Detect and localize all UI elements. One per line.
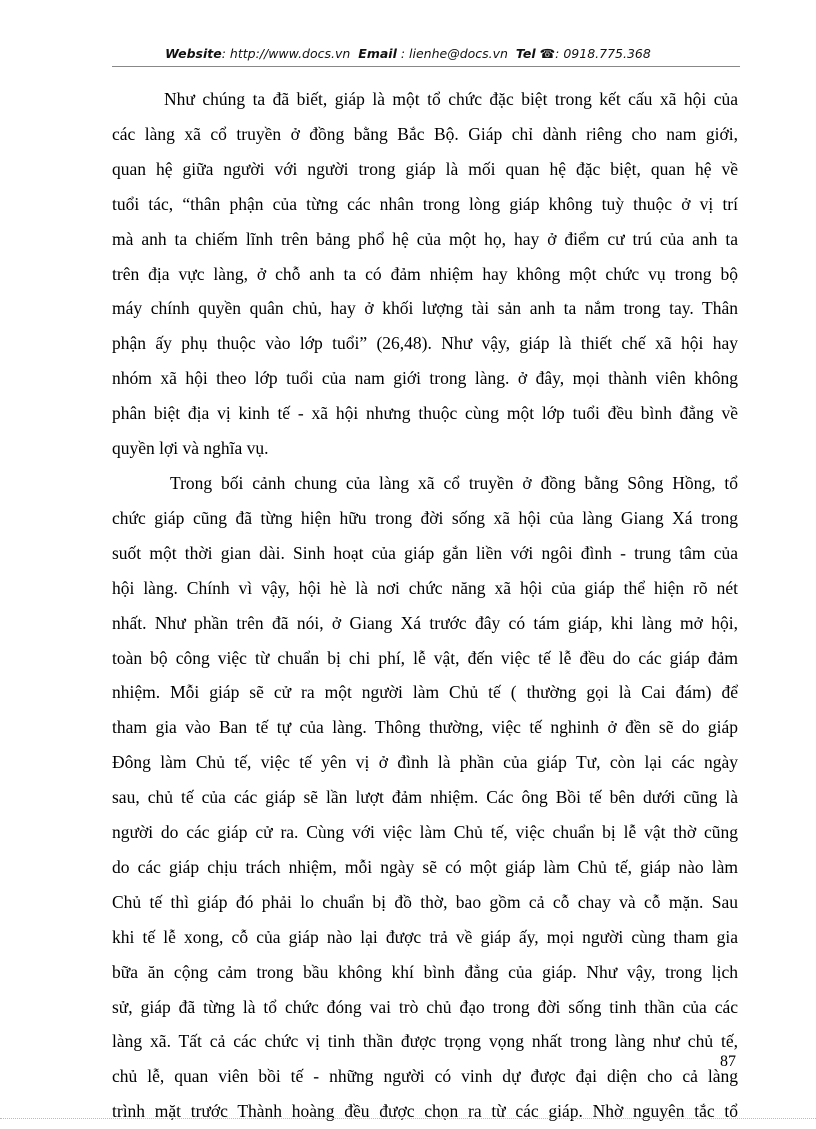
page-header [0, 46, 816, 61]
text-line: nhóm xã hội theo lớp tuổi của nam giới trong làng. ở đây, mọi thành viên không [112, 368, 738, 389]
email-label: Email [358, 46, 397, 61]
website-value: : http://www.docs.vn [221, 46, 351, 61]
tel-value: : 0918.775.368 [555, 46, 651, 61]
text-line: trên địa vực làng, ở chỗ anh ta có đảm nhiệm hay không một chức vụ trong bộ [112, 263, 738, 284]
text-line: Như chúng ta đã biết, giáp là một tổ chức đặc biệt trong kết cấu xã hội của [164, 89, 738, 109]
tel-label: Tel [515, 46, 536, 61]
text-line: hội làng. Chính vì vậy, hội hè là nơi chức năng xã hội của giáp thể hiện rõ nét [112, 577, 738, 598]
text-line: các làng xã cổ truyền ở đồng bằng Bắc Bộ. Giáp chỉ dành riêng cho nam giới, [112, 123, 738, 144]
text-line: mà anh ta chiếm lĩnh trên bảng phổ hệ của một họ, hay ở điểm cư trú của anh ta [112, 228, 738, 249]
text-line: sau, chủ tế của các giáp sẽ lần lượt đảm nhiệm. Các ông Bồi tế bên dưới cũng là [112, 787, 738, 808]
email-value: : lienhe@docs.vn [400, 46, 508, 61]
page-number: 87 [720, 1053, 736, 1070]
text-line: quan hệ giữa người với người trong giáp là mối quan hệ đặc biệt, quan hệ về [112, 158, 738, 179]
text-line: Chủ tế thì giáp đó phải lo chuẩn bị đồ thờ, bao gồm cả cỗ chay và cỗ mặn. Sau [112, 891, 738, 912]
document-body [112, 82, 738, 1129]
text-line: sử, giáp đã từng là tổ chức đóng vai trò chủ đạo trong đời sống tinh thần của các [112, 996, 738, 1017]
paragraph-2 [112, 466, 738, 1129]
text-line: do các giáp chịu trách nhiệm, mỗi ngày sẽ có một giáp làm Chủ tế, giáp nào làm [112, 856, 738, 877]
text-line: nhất. Như phần trên đã nói, ở Giang Xá trước đây có tám giáp, khi làng mở hội, [112, 612, 738, 633]
header-divider [112, 66, 740, 67]
phone-icon: ☎ [539, 46, 556, 61]
paragraph-1 [112, 82, 738, 466]
text-line: phân biệt địa vị kinh tế - xã hội nhưng thuộc cùng một lớp tuổi đều bình đẳng về [112, 403, 738, 424]
text-line: tuổi tác, “thân phận của từng các nhân trong lòng giáp không tuỳ thuộc ở vị trí [112, 193, 738, 214]
footer-divider [0, 1118, 816, 1119]
text-line: nhiệm. Mỗi giáp sẽ cử ra một người làm Chủ tế ( thường gọi là Cai đám) để [112, 682, 738, 703]
text-line: suốt một thời gian dài. Sinh hoạt của giáp gắn liền với ngôi đình - trung tâm của [112, 542, 738, 563]
text-line: khi tế lễ xong, cỗ của giáp nào lại được trả về giáp ấy, mọi người cùng tham gia [112, 926, 738, 947]
text-line: quyền lợi và nghĩa vụ. [112, 438, 269, 459]
text-line: chủ lễ, quan viên bồi tế - những người có vinh dự được đại diện cho cả làng [112, 1066, 738, 1087]
text-line: máy chính quyền quân chủ, hay ở khối lượng tài sản anh ta nắm trong tay. Thân [112, 298, 738, 319]
text-line: trình mặt trước Thành hoàng đều được chọn ra từ các giáp. Nhờ nguyên tắc tổ [112, 1101, 738, 1122]
text-line: chức giáp cũng đã từng hiện hữu trong đời sống xã hội của làng Giang Xá trong [112, 507, 738, 528]
text-line: bữa ăn cộng cảm trong bầu không khí bình đẳng của giáp. Như vậy, trong lịch [112, 961, 738, 982]
text-line: người do các giáp cử ra. Cùng với việc làm Chủ tế, việc chuẩn bị lễ vật thờ cũng [112, 822, 738, 843]
text-line: làng xã. Tất cả các chức vị tinh thần được trọng vọng nhất trong làng như chủ tế, [112, 1031, 738, 1052]
text-line: tham gia vào Ban tế tự của làng. Thông thường, việc tế nghinh ở đền sẽ do giáp [112, 717, 738, 738]
text-line: toàn bộ công việc từ chuẩn bị chi phí, lễ vật, đến việc tế lễ đều do các giáp đảm [112, 647, 738, 668]
text-line: Đông làm Chủ tế, việc tế yên vị ở đình là phần của giáp Tư, còn lại các ngày [112, 752, 738, 773]
text-line: phận ấy phụ thuộc vào lớp tuổi” (26,48). Như vậy, giáp là thiết chế xã hội hay [112, 333, 738, 354]
text-line: Trong bối cảnh chung của làng xã cổ truyền ở đồng bằng Sông Hồng, tổ [170, 472, 738, 493]
website-label: Website [165, 46, 222, 61]
